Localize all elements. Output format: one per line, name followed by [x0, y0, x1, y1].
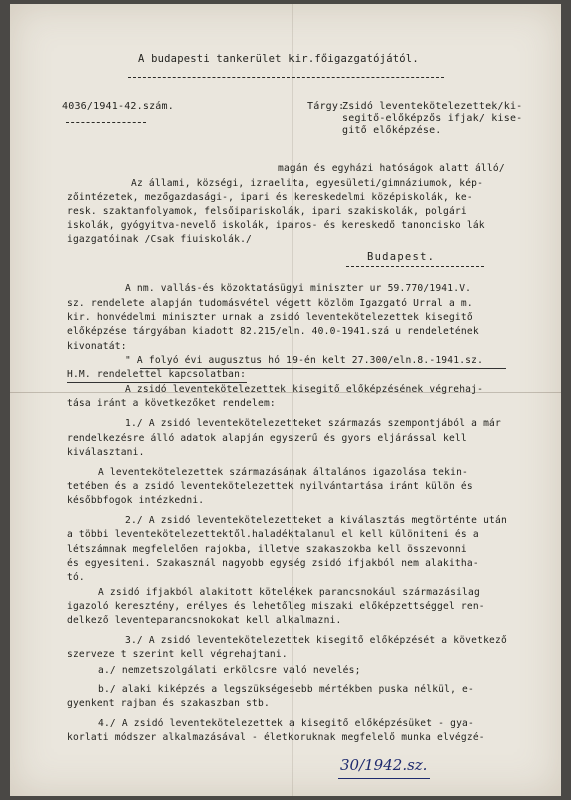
body-line: tó.	[67, 572, 85, 583]
reference-underline	[66, 122, 146, 123]
body-line: létszámnak megfelelően rajokba, illetve szakaszokba kell összevonni	[67, 544, 467, 555]
body-line: szerveze t szerint kell végrehajtani.	[67, 649, 288, 660]
place-underline	[346, 266, 484, 267]
body-line: a./ nemzetszolgálati erkölcsre való nevelés;	[98, 665, 361, 676]
addressee-line: zőintézetek, mezőgazdasági-, ipari és kereskedelmi középiskolák, ke-	[67, 192, 473, 203]
body-line: tása iránt a következőket rendelem:	[67, 398, 276, 409]
body-line: 4./ A zsidó leventekötelezettek a kisegitő előképzésüket - gya-	[98, 718, 474, 729]
body-line: előképzése tárgyában kiadott 82.215/eln. 40.0-1941.szá u rendeletének	[67, 326, 479, 337]
paper-fold-vertical	[292, 4, 293, 796]
body-line: gyenkent rajban és szakaszban stb.	[67, 698, 270, 709]
addressee-line: igazgatóinak /Csak fiuiskolák./	[67, 234, 253, 245]
body-line: A leventekötelezettek származásának általános igazolása tekin-	[98, 467, 469, 478]
body-line: A zsidó ifjakból alakitott kötelékek parancsnokául származásilag	[98, 587, 480, 598]
quoted-order-heading: " A folyó évi augusztus hó 19-én kelt 27.300/eln.8.-1941.sz.	[125, 355, 484, 366]
quoted-order-heading: H.M. rendelettel kapcsolatban:	[67, 369, 247, 380]
body-line: 2./ A zsidó leventekötelezetteket a kiválasztás megtörténte után	[125, 515, 507, 526]
body-line: tetében és a zsidó leventekötelezettek nyilvántartása iránt külön és	[67, 481, 473, 492]
body-line: korlati módszer alkalmazásával - életkoruknak megfelelő munka elvégzé-	[67, 732, 485, 743]
body-line: kivonatát:	[67, 341, 127, 352]
body-line: 3./ A zsidó leventekötelezettek kisegitő előképzését a következő	[125, 635, 507, 646]
subject-label: Tárgy:	[307, 101, 345, 112]
reference-number: 4036/1941-42.szám.	[62, 101, 174, 112]
document-page	[10, 4, 561, 796]
subject-line: segitő-előképzős ifjak/ kise-	[342, 113, 523, 124]
addressee-line: resk. szaktanfolyamok, felsőipariskolák, ipari szakiskolák, polgári	[67, 206, 467, 217]
subject-line: gitő előképzése.	[342, 125, 442, 136]
body-line: A nm. vallás-és közoktatásügyi miniszter ur 59.770/1941.V.	[125, 283, 472, 294]
body-line: és egyesiteni. Szakasznál nagyobb egység zsidó ifjakból nem alakitha-	[67, 558, 479, 569]
addressee-line: magán és egyházi hatóságok alatt álló/	[278, 163, 505, 174]
place-heading: Budapest.	[367, 251, 436, 263]
body-line: a többi leventekötelezettektől.haladéktalanul el kell különiteni és a	[67, 529, 479, 540]
body-line: kir. honvédelmi miniszter urnak a zsidó leventekötelezettek kisegitő	[67, 312, 473, 323]
issuer-heading: A budapesti tankerület kir.főigazgatójától.	[138, 53, 419, 65]
body-line: sz. rendelete alapján tudomásvétel végett közlöm Igazgató Urral a m.	[67, 298, 473, 309]
handwritten-underline	[338, 778, 430, 779]
issuer-underline	[128, 77, 444, 78]
body-line: későbbfogok intézkedni.	[67, 495, 205, 506]
body-line: rendelkezésre álló adatok alapján egyszerű és gyors eljárással kell	[67, 433, 467, 444]
handwritten-registry-number: 30/1942.sz.	[340, 756, 428, 774]
body-line: kiválasztani.	[67, 447, 145, 458]
addressee-line: iskolák, gyógyitva-nevelő iskolák, iparos- és kereskedő tanoncisko lák	[67, 220, 485, 231]
body-line: b./ alaki kiképzés a legszükségesebb mértékben puska nélkül, e-	[98, 684, 474, 695]
body-line: igazoló keresztény, erélyes és lehetőleg miszaki előképzettséggel ren-	[67, 601, 485, 612]
quote-underline	[67, 382, 247, 383]
addressee-line: Az állami, községi, izraelita, egyesületi/gimnáziumok, kép-	[131, 178, 484, 189]
body-line: 1./ A zsidó leventekötelezetteket származás szempontjából a már	[125, 418, 501, 429]
body-line: A zsidó leventekötelezettek kisegitő előképzésének végrehaj-	[125, 384, 484, 395]
subject-line: Zsidó leventekötelezettek/ki-	[342, 101, 523, 112]
body-line: delkező leventeparancsnokokat kell alkalmazni.	[67, 615, 342, 626]
